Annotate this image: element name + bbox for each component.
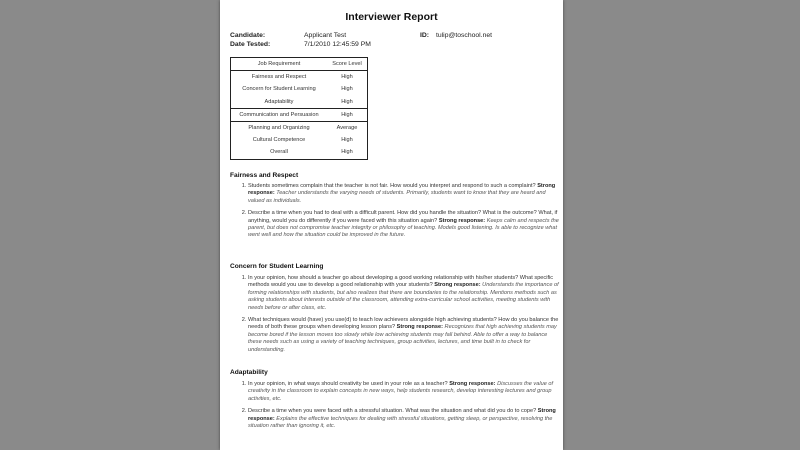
header-score-level: Score Level: [327, 58, 368, 71]
question-list-fairness: [234, 183, 562, 245]
section-heading-concern: Concern for Student Learning: [230, 263, 324, 270]
table-row: [231, 71, 368, 84]
question-text: In your opinion, how should a teacher go about developing a good working relationship with his/her students? What specific methods would you use to develop a good relationship with your students?: [248, 275, 554, 289]
viewer-background-left: [0, 0, 220, 450]
table-row: [231, 121, 368, 134]
viewer-background-right: [564, 0, 800, 450]
strong-response-label: Strong response:: [438, 217, 486, 224]
date-tested-value: 7/1/2010 12:45:59 PM: [304, 41, 371, 48]
table-row: [231, 108, 368, 121]
section-heading-fairness: Fairness and Respect: [230, 172, 299, 179]
question-list-concern: [234, 275, 562, 359]
list-item: [248, 183, 562, 205]
candidate-label: Candidate:: [230, 32, 266, 39]
question-text: What techniques would (have) you use(d) to teach low achievers alongside high achieving students? How do you balance the needs of both these groups when developing lesson plans?: [248, 317, 559, 331]
response-text: Discusses the value of creativity in the classroom to explain concepts in new ways, help students research, develop interesting lectures and group activities, etc.: [248, 381, 554, 402]
score-cell: High: [341, 149, 353, 156]
response-text: Explains the effective techniques for dealing with stressful situations, getting sleep, or perspective, resolving the situation rather than ignoring it, etc.: [248, 415, 553, 430]
response-text: Keeps calm and respects the parent, but does not compromise teacher integrity or philosophy of teaching. Models good listening. Is able to recognize what went well and how the situation could be improved in the future.: [248, 217, 559, 239]
response-text: Recognizes that high achieving students may become bored if the lesson moves too slowly while low achieving students may fall behind. Able to offer a way to balance these needs such as using a variety of teaching techniques, group activities, lectures, and time built in to check for understanding.: [248, 324, 557, 353]
requirement-cell: Overall: [270, 149, 288, 156]
score-cell: High: [341, 86, 353, 93]
score-cell: High: [327, 108, 368, 121]
strong-response-label: Strong response:: [434, 282, 481, 289]
list-item: [248, 381, 562, 403]
strong-response-label: Strong response:: [449, 381, 496, 387]
requirement-cell: Cultural Competence: [252, 137, 306, 144]
question-text: Describe a time when you were faced with a stressful situation. What was the situation and what did you do to cope?: [248, 408, 537, 415]
question-text: Students sometimes complain that the teacher is not fair. How would you interpret and respond to such a complaint?: [248, 183, 536, 189]
strong-response-label: Strong response:: [248, 408, 556, 422]
list-item: [248, 408, 562, 430]
document-page[interactable]: [220, 0, 563, 450]
response-text: Understands the importance of forming relationships with students, but also realizes that there are boundaries to the relationship. Mentions methods such as asking students about interests outside of the classroom, attending extra-curricular school activities, meeting students with needs before or after class, etc.: [248, 282, 559, 311]
requirement-cell: Communication and Persuasion: [231, 108, 328, 121]
table-row: [231, 96, 368, 109]
question-text: In your opinion, in what ways should creativity be used in your role as a teacher?: [248, 381, 448, 387]
score-cell: High: [341, 74, 353, 81]
score-table-header: [231, 58, 368, 71]
requirement-cell: Concern for Student Learning: [242, 86, 316, 93]
report-title: Interviewer Report: [345, 11, 438, 23]
score-cell: High: [341, 137, 353, 144]
table-row: [231, 83, 368, 95]
list-item: [248, 210, 562, 240]
list-item: [248, 275, 562, 312]
table-row: [231, 146, 368, 159]
candidate-value: Applicant Test: [304, 32, 347, 39]
header-job-requirement: Job Requirement: [231, 58, 328, 71]
table-row: [231, 134, 368, 146]
list-item: [248, 317, 562, 354]
question-list-adaptability: [234, 381, 562, 435]
requirement-cell: Planning and Organizing: [231, 121, 328, 134]
strong-response-label: Strong response:: [248, 183, 556, 197]
section-heading-adaptability: Adaptability: [230, 369, 268, 376]
score-table: [230, 57, 368, 160]
date-tested-label: Date Tested:: [230, 41, 271, 48]
requirement-cell: Adaptability: [264, 98, 294, 105]
score-cell: High: [341, 98, 353, 105]
strong-response-label: Strong response:: [396, 324, 443, 331]
response-text: Teacher understands the varying needs of students. Primarily, students want to know that they are heard and valued as individuals.: [248, 190, 546, 204]
requirement-cell: Fairness and Respect: [251, 74, 307, 81]
question-text: Describe a time when you had to deal with a difficult parent. How did you handle the situation? What is the outcome? What, if anything, would you do differently if you were faced with this situation again?: [248, 210, 558, 224]
id-value: tulip@toschool.net: [436, 32, 493, 39]
id-label: ID:: [420, 32, 430, 39]
score-cell: Average: [327, 121, 368, 134]
